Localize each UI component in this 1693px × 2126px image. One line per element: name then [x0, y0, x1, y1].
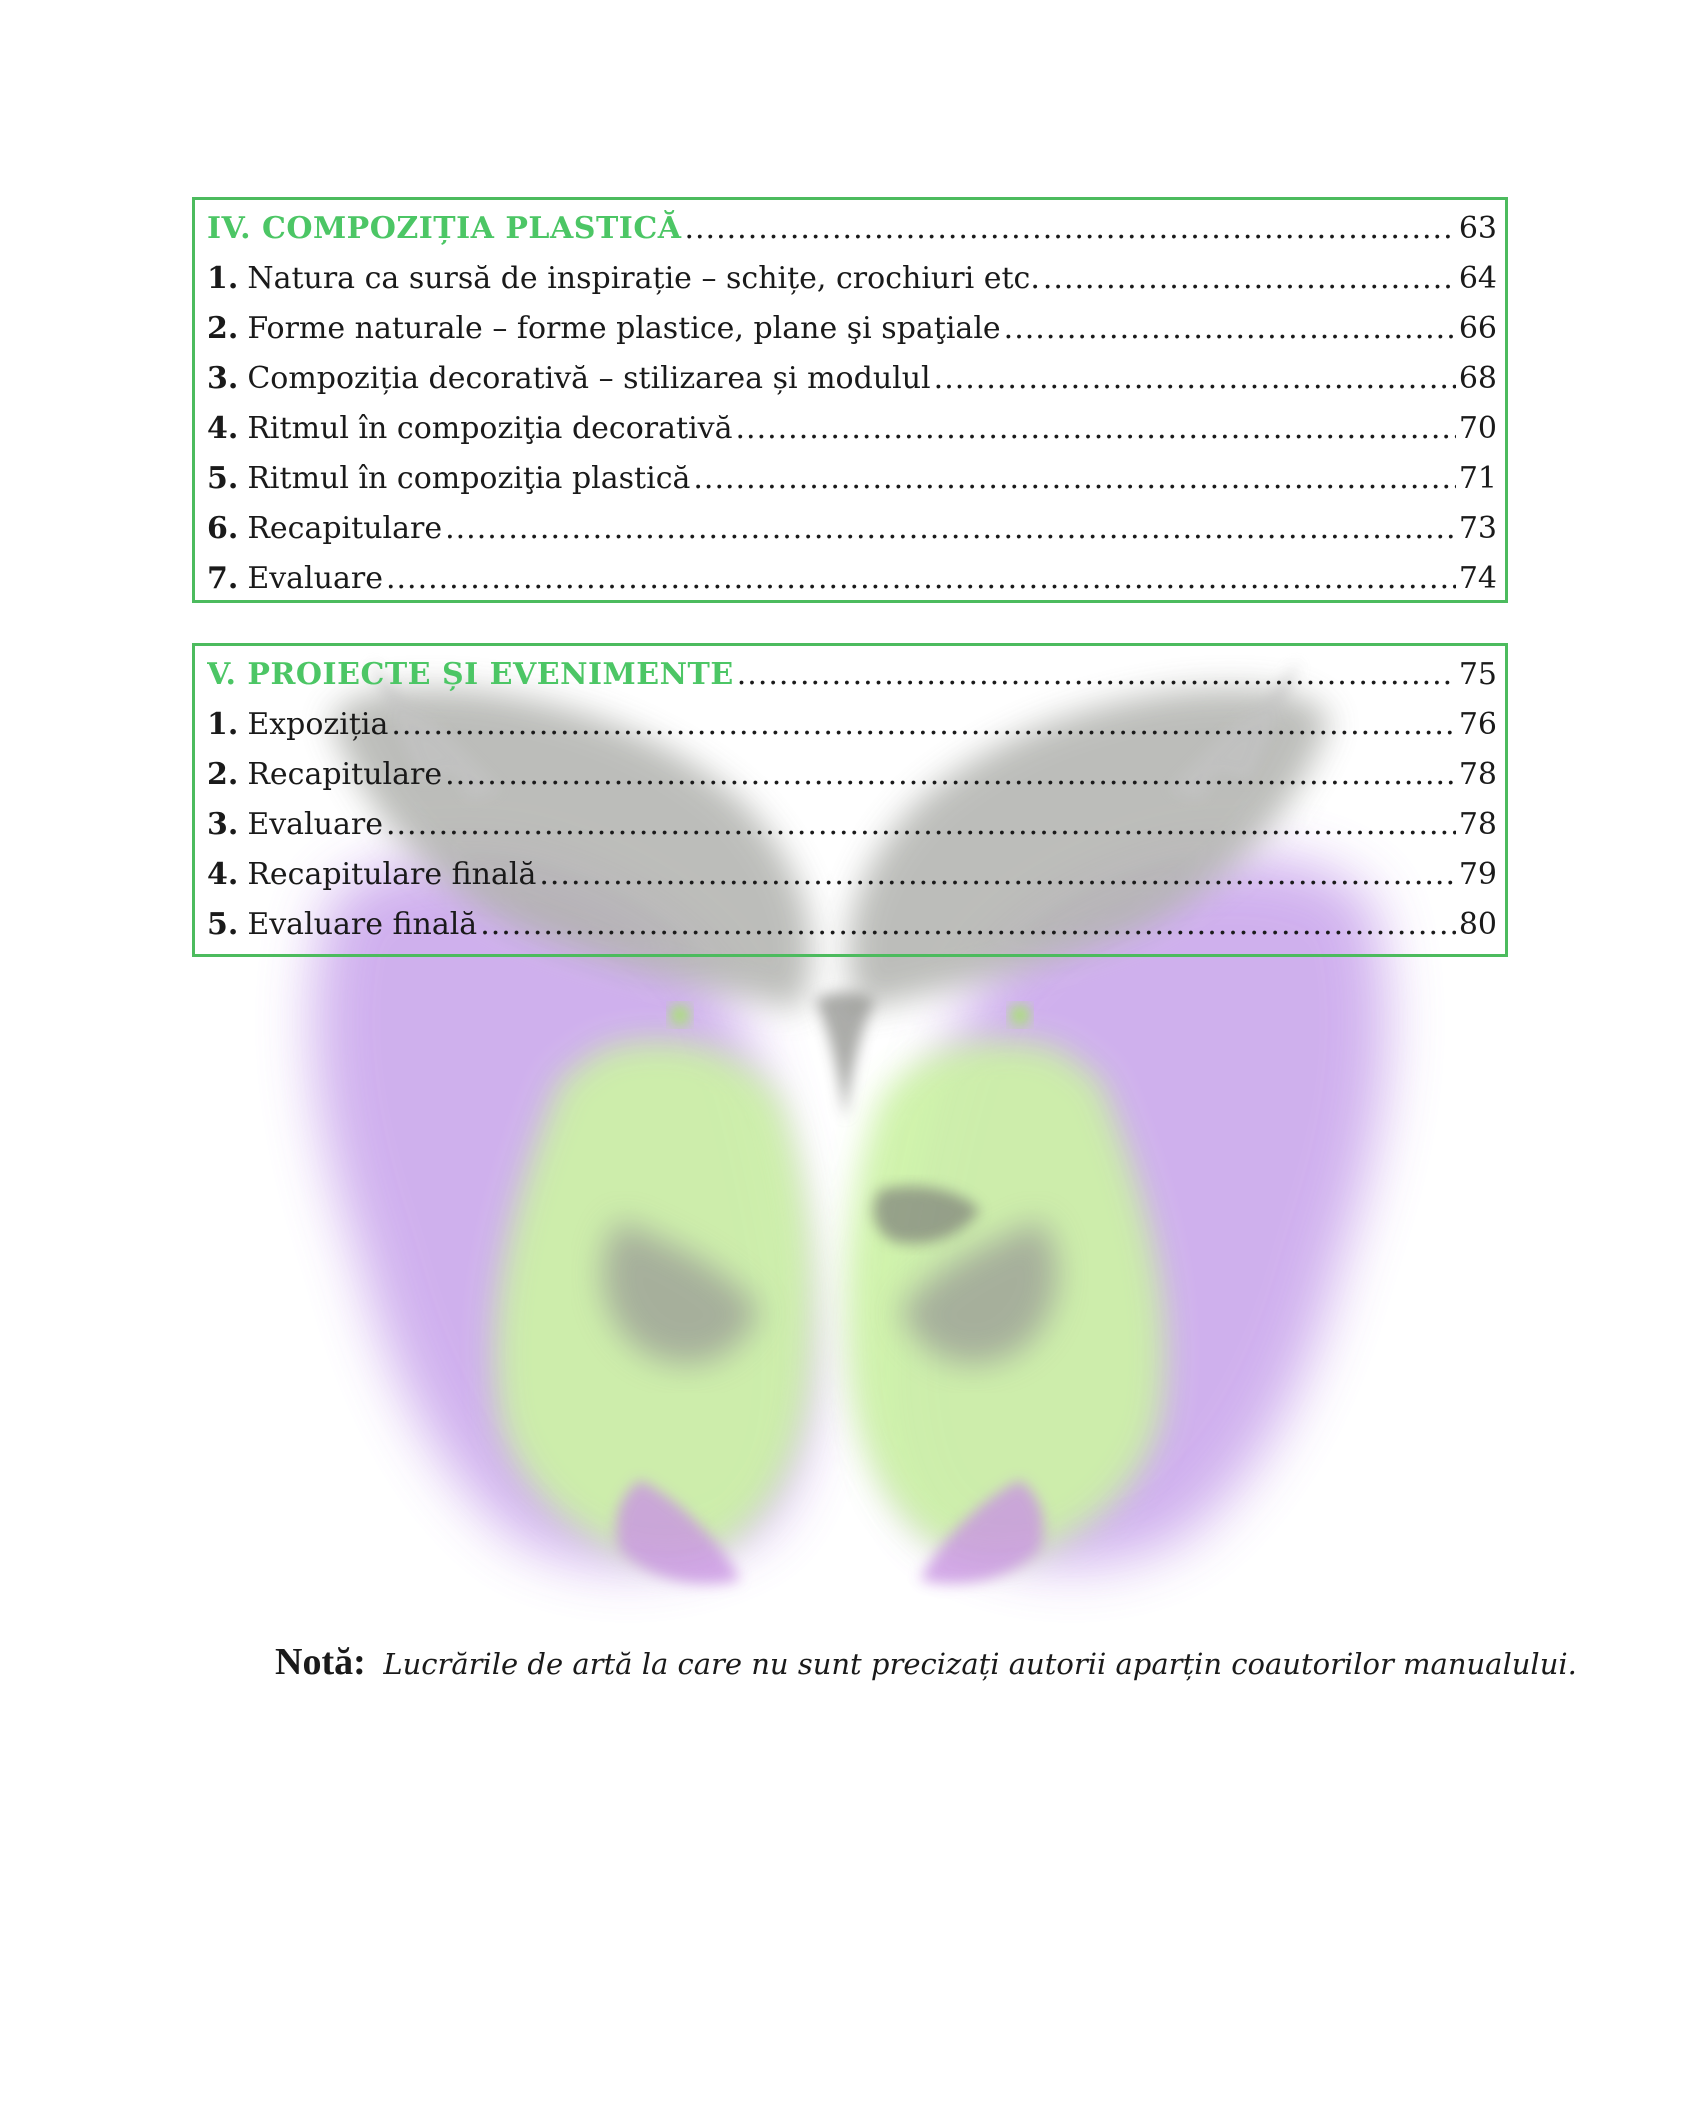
entry-label: Recapitulare finală — [247, 857, 537, 892]
page-number: 76 — [1458, 707, 1497, 742]
toc-entry[interactable] — [207, 800, 1497, 850]
entry-number: 3. — [207, 807, 239, 842]
toc-entry[interactable] — [207, 454, 1497, 504]
leader-dots — [386, 554, 1456, 604]
page-number: 79 — [1458, 857, 1497, 892]
entry-number: 1. — [207, 261, 239, 296]
entry-number: 5. — [207, 907, 239, 942]
leader-dots — [480, 900, 1456, 950]
page-number: 68 — [1458, 361, 1497, 396]
page-number: 64 — [1458, 261, 1497, 296]
entry-label: Evaluare finală — [247, 907, 478, 942]
toc-heading-row[interactable] — [207, 650, 1497, 700]
toc-entry[interactable] — [207, 404, 1497, 454]
entry-number: 4. — [207, 857, 239, 892]
entry-label: Forme naturale – forme plastice, plane şi spaţiale — [247, 311, 1001, 346]
page-number: 70 — [1458, 411, 1497, 446]
section-title: IV. COMPOZIȚIA PLASTICĂ — [207, 211, 682, 246]
page-number: 66 — [1458, 311, 1497, 346]
toc-section-iv — [192, 197, 1508, 603]
entry-number: 2. — [207, 311, 239, 346]
toc-entry[interactable] — [207, 850, 1497, 900]
toc-heading-row[interactable] — [207, 204, 1497, 254]
leader-dots — [934, 354, 1456, 404]
toc-entry[interactable] — [207, 254, 1497, 304]
leader-dots — [445, 504, 1456, 554]
entry-label: Compoziția decorativă – stilizarea și modulul — [247, 361, 931, 396]
entry-number: 3. — [207, 361, 239, 396]
toc-section-v — [192, 643, 1508, 957]
page-number: 78 — [1458, 757, 1497, 792]
toc-entry[interactable] — [207, 554, 1497, 604]
page-number: 74 — [1458, 561, 1497, 596]
toc-entry[interactable] — [207, 700, 1497, 750]
entry-label: Ritmul în compoziţia decorativă — [247, 411, 733, 446]
leader-dots — [693, 454, 1455, 504]
page-number: 80 — [1458, 907, 1497, 942]
toc-entry[interactable] — [207, 750, 1497, 800]
section-title: V. PROIECTE ȘI EVENIMENTE — [207, 657, 734, 692]
entry-label: Natura ca sursă de inspirație – schițe, crochiuri etc. — [247, 261, 1040, 296]
entry-number: 4. — [207, 411, 239, 446]
note-text: Lucrările de artă la care nu sunt precizați autorii aparțin coautorilor manualului. — [383, 1647, 1577, 1681]
toc-entry[interactable] — [207, 900, 1497, 950]
toc-entry[interactable] — [207, 504, 1497, 554]
entry-number: 6. — [207, 511, 239, 546]
toc-entry[interactable] — [207, 304, 1497, 354]
page-number: 78 — [1458, 807, 1497, 842]
page-number: 63 — [1458, 211, 1497, 246]
entry-number: 2. — [207, 757, 239, 792]
entry-number: 1. — [207, 707, 239, 742]
leader-dots — [539, 850, 1455, 900]
page-number: 73 — [1458, 511, 1497, 546]
leader-dots — [445, 750, 1456, 800]
toc-entry[interactable] — [207, 354, 1497, 404]
leader-dots — [684, 204, 1455, 254]
leader-dots — [737, 650, 1456, 700]
leader-dots — [1004, 304, 1456, 354]
note-title: Notă: — [275, 1641, 366, 1683]
footnote — [275, 1640, 1575, 1684]
entry-label: Ritmul în compoziţia plastică — [247, 461, 691, 496]
entry-number: 7. — [207, 561, 239, 596]
entry-label: Recapitulare — [247, 511, 443, 546]
entry-label: Expoziția — [247, 707, 389, 742]
entry-number: 5. — [207, 461, 239, 496]
leader-dots — [391, 700, 1455, 750]
leader-dots — [736, 404, 1456, 454]
page-number: 71 — [1458, 461, 1497, 496]
leader-dots — [1043, 254, 1456, 304]
entry-label: Evaluare — [247, 807, 383, 842]
entry-label: Evaluare — [247, 561, 383, 596]
page-number: 75 — [1458, 657, 1497, 692]
entry-label: Recapitulare — [247, 757, 443, 792]
leader-dots — [386, 800, 1456, 850]
